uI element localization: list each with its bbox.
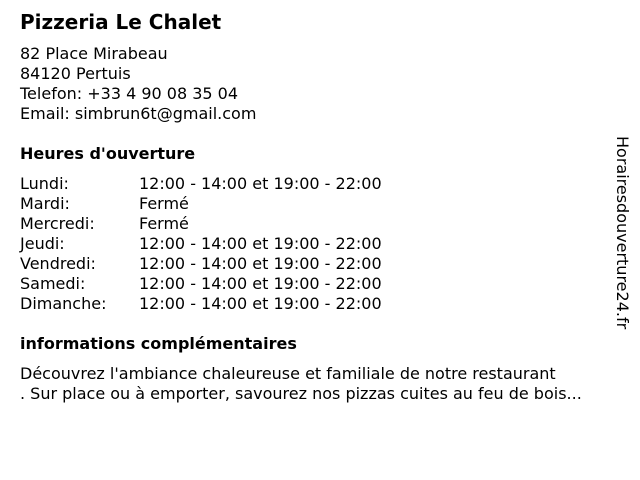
hours-day: Mardi: <box>20 194 70 213</box>
hours-time: Fermé <box>139 194 189 213</box>
hours-day: Samedi: <box>20 274 86 293</box>
additional-info-line: Découvrez l'ambiance chaleureuse et familiale de notre restaurant <box>20 364 556 383</box>
address-line-city: 84120 Pertuis <box>20 64 131 83</box>
email-line: Email: simbrun6t@gmail.com <box>20 104 257 123</box>
opening-hours-heading: Heures d'ouverture <box>20 144 196 163</box>
hours-day: Lundi: <box>20 174 69 193</box>
hours-day: Vendredi: <box>20 254 96 273</box>
additional-info-heading: informations complémentaires <box>20 334 297 353</box>
business-name: Pizzeria Le Chalet <box>20 10 222 34</box>
phone-line: Telefon: +33 4 90 08 35 04 <box>20 84 239 103</box>
hours-time: 12:00 - 14:00 et 19:00 - 22:00 <box>139 294 382 313</box>
additional-info-line: . Sur place ou à emporter, savourez nos pizzas cuites au feu de bois... <box>20 384 582 403</box>
hours-time: 12:00 - 14:00 et 19:00 - 22:00 <box>139 174 382 193</box>
hours-time: 12:00 - 14:00 et 19:00 - 22:00 <box>139 254 382 273</box>
hours-day: Jeudi: <box>20 234 65 253</box>
hours-time: 12:00 - 14:00 et 19:00 - 22:00 <box>139 274 382 293</box>
hours-day: Dimanche: <box>20 294 107 313</box>
site-watermark: Horairesdouverture24.fr <box>613 136 632 330</box>
hours-time: 12:00 - 14:00 et 19:00 - 22:00 <box>139 234 382 253</box>
additional-info-text <box>20 364 632 404</box>
address-line-street: 82 Place Mirabeau <box>20 44 168 63</box>
contact-block <box>20 44 256 124</box>
hours-time: Fermé <box>139 214 189 233</box>
hours-day: Mercredi: <box>20 214 95 233</box>
